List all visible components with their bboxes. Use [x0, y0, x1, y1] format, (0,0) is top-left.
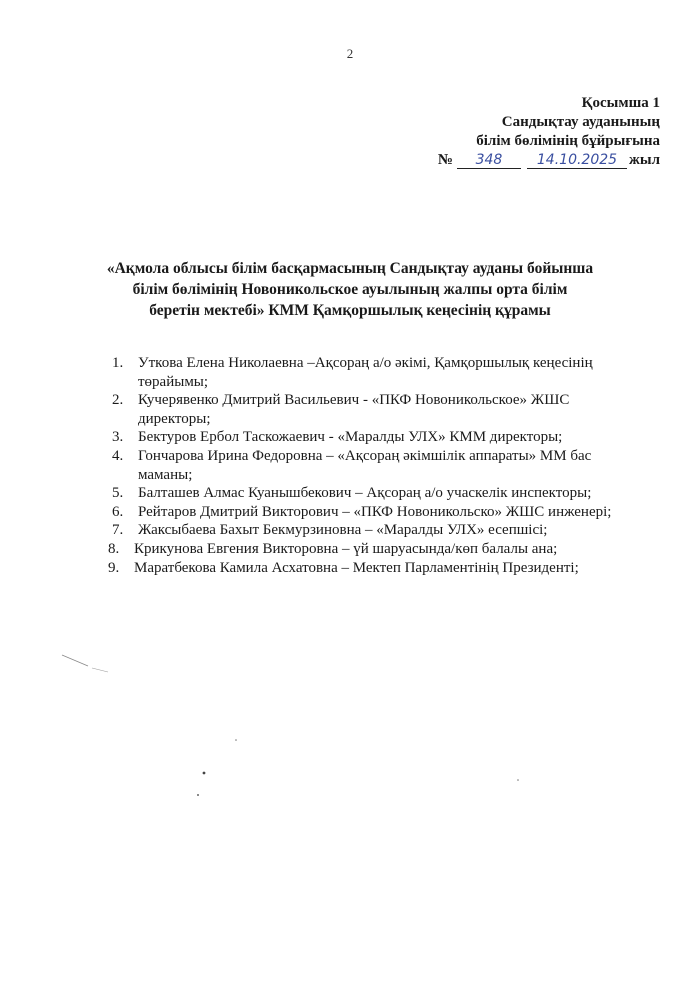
- members-list: [108, 354, 682, 577]
- number-sign: №: [437, 152, 453, 168]
- member-text-line: Уткова Елена Николаевна –Ақсораң а/о әкімі, Қамқоршылық кеңесінің: [138, 355, 593, 371]
- title-line-2: білім бөлімінің Новоникольское ауылының жалпы орта білім: [132, 281, 568, 298]
- member-text-line: Кучерявенко Дмитрий Васильевич - «ПКФ Новоникольское» ЖШС: [138, 392, 570, 409]
- member-number: 3.: [112, 429, 124, 446]
- annex-header: [438, 94, 660, 170]
- member-number: 1.: [112, 355, 124, 371]
- member-number: 9.: [108, 559, 120, 576]
- member-number: 4.: [112, 447, 124, 464]
- order-date: 14.10.2025: [527, 152, 627, 169]
- member-number: 5.: [112, 485, 124, 502]
- member-text-line: Крикунова Евгения Викторовна – үй шаруасында/көп балалы ана;: [134, 540, 558, 557]
- member-item: [112, 428, 682, 447]
- member-text-line: маманы;: [138, 466, 193, 483]
- annex-district: Сандықтау ауданының: [501, 114, 660, 130]
- member-text-line: төрайымы;: [138, 373, 209, 390]
- member-number: 8.: [108, 540, 120, 557]
- member-item: [108, 540, 682, 559]
- member-item: [112, 354, 682, 391]
- member-number: 7.: [112, 522, 124, 539]
- annex-order-ref: білім бөлімінің бұйрығына: [476, 133, 660, 149]
- member-text-line: директоры;: [138, 410, 211, 427]
- order-number: 348: [457, 152, 521, 169]
- scan-dot: [197, 794, 199, 796]
- title-line-1: «Ақмола облысы білім басқармасының Сандықтау ауданы бойынша: [106, 260, 594, 277]
- page-number: 2: [346, 46, 354, 61]
- member-item: [108, 559, 682, 578]
- member-text-line: Рейтаров Дмитрий Викторович – «ПКФ Новоникольско» ЖШС инженері;: [138, 503, 612, 520]
- scan-dot: [517, 779, 519, 781]
- title-line-3: беретін мектебі» КММ Қамқоршылық кеңесінің құрамы: [149, 302, 551, 319]
- member-number: 6.: [112, 503, 124, 520]
- scan-mark: [92, 668, 108, 672]
- member-item: [112, 447, 682, 484]
- member-text-line: Жаксыбаева Бахыт Бекмурзиновна – «Маралды УЛХ» есепшісі;: [138, 522, 548, 539]
- member-item: [112, 503, 682, 522]
- scan-dot: [235, 739, 237, 741]
- member-text-line: Маратбекова Камила Асхатовна – Мектеп Парламентінің Президенті;: [134, 559, 579, 576]
- member-number: 2.: [112, 392, 124, 409]
- member-item: [112, 521, 682, 540]
- member-item: [112, 484, 682, 503]
- document-title: [0, 258, 700, 321]
- scan-dot: [203, 772, 206, 775]
- member-text-line: Балташев Алмас Куанышбекович – Ақсораң а/о учаскелік инспекторы;: [138, 485, 592, 502]
- year-suffix: жыл: [628, 152, 660, 168]
- member-item: [112, 391, 682, 428]
- member-text-line: Гончарова Ирина Федоровна – «Ақсораң әкімшілік аппараты» ММ бас: [138, 447, 592, 464]
- member-text-line: Бектуров Ербол Таскожаевич - «Маралды УЛХ» КММ директоры;: [138, 429, 563, 446]
- annex-title: Қосымша 1: [581, 95, 660, 111]
- scan-mark: [62, 655, 88, 666]
- annex-order-line: [438, 151, 660, 170]
